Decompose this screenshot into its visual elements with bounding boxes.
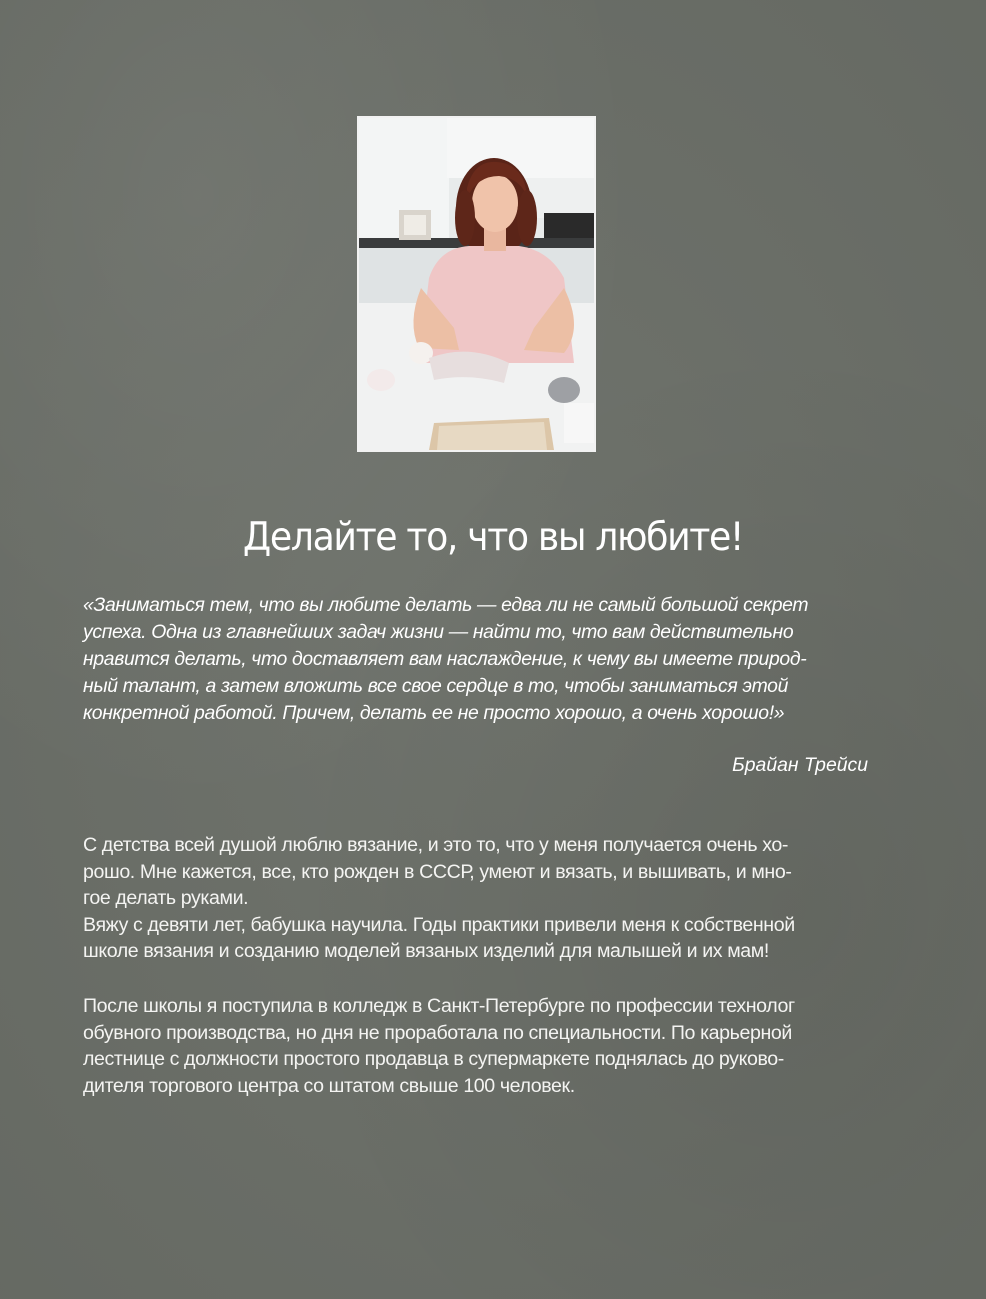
body-paragraph-2 <box>83 993 873 1099</box>
paragraph-line: дителя торгового центра со штатом свыше 100 человек. <box>83 1074 575 1097</box>
author-photo-illustration <box>359 118 594 450</box>
quote-author: Брайан Трейси <box>732 754 868 776</box>
paragraph-line: школе вязания и созданию моделей вязаных изделий для малышей и их мам! <box>83 940 769 962</box>
page-title: Делайте то, что вы любите! <box>242 515 744 560</box>
body-paragraph-1 <box>83 832 873 965</box>
paragraph-line: Вяжу с девяти лет, бабушка научила. Годы практики привели меня к собственной <box>83 913 795 936</box>
quote-line: ный талант, а затем вложить все свое сердце в то, чтобы заниматься этой <box>83 675 789 697</box>
paragraph-line: После школы я поступила в колледж в Санкт-Петербурге по профессии технолог <box>83 995 795 1017</box>
paragraph-line: гое делать руками. <box>83 887 249 909</box>
quote-line: конкретной работой. Причем, делать ее не просто хорошо, а очень хорошо!» <box>83 702 785 724</box>
paragraph-line: лестнице с должности простого продавца в супермаркете поднялась до руково- <box>83 1048 784 1070</box>
paragraph-line: рошо. Мне кажется, все, кто рожден в СССР, умеют и вязать, и вышивать, и мно- <box>83 860 792 883</box>
epigraph-quote <box>83 592 883 727</box>
quote-line: нравится делать, что доставляет вам наслаждение, к чему вы имеете природ- <box>83 648 807 670</box>
quote-line: успеха. Одна из главнейших задач жизни — найти то, что вам действительно <box>83 621 794 643</box>
paragraph-line: С детства всей душой люблю вязание, и это то, что у меня получается очень хо- <box>83 834 788 856</box>
author-photo <box>357 116 596 452</box>
quote-line: «Заниматься тем, что вы любите делать — едва ли не самый большой секрет <box>83 594 809 616</box>
paragraph-line: обувного производства, но дня не проработала по специальности. По карьерной <box>83 1021 792 1044</box>
